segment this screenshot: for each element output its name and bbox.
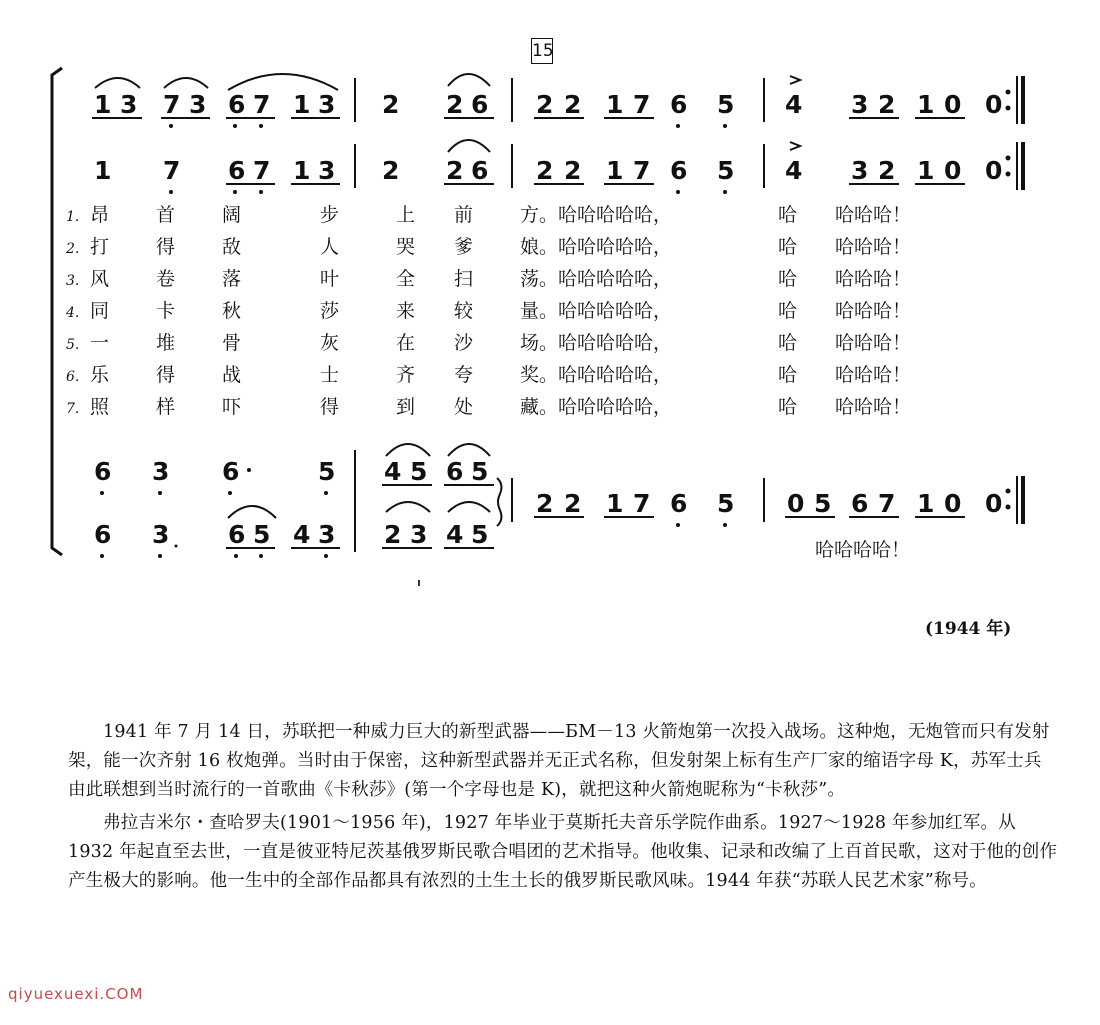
note: 2	[564, 90, 582, 119]
row-2-notes	[94, 156, 1002, 185]
note: 3	[851, 156, 869, 185]
site-watermark: qiyuexuexi.COM	[8, 985, 144, 1003]
note: 2	[446, 156, 464, 185]
note: 6	[471, 90, 489, 119]
note: 5	[471, 520, 489, 549]
note: 5	[318, 457, 336, 486]
note: 1	[917, 90, 935, 119]
note: 0	[985, 156, 1003, 185]
note: 4	[446, 520, 464, 549]
system-bracket	[52, 68, 62, 555]
note: 6	[446, 457, 464, 486]
note: 0	[944, 90, 962, 119]
note: 2	[446, 90, 464, 119]
note: 4	[293, 520, 311, 549]
note: 7	[633, 156, 651, 185]
note: 7	[878, 489, 896, 518]
note: 1	[293, 90, 311, 119]
description-text	[68, 718, 1058, 896]
note: 0	[944, 156, 962, 185]
scan-specks	[73, 580, 786, 600]
note: 3	[120, 90, 138, 119]
note: 1	[606, 489, 624, 518]
note: 7	[633, 90, 651, 119]
note: 6	[670, 90, 688, 119]
verse-number: 7.	[66, 401, 80, 417]
lyric-line-5: 5. 一 堆 骨 灰 在 沙 场。哈哈哈哈哈， 哈 哈哈哈！	[66, 331, 911, 357]
note: 3	[410, 520, 428, 549]
note: 3	[318, 156, 336, 185]
note: 0	[985, 489, 1003, 518]
note: 6	[94, 457, 112, 486]
note: 2	[564, 156, 582, 185]
lyric-line-7: 7. 照 样 吓 得 到 处 藏。哈哈哈哈哈， 哈 哈哈哈！	[66, 395, 911, 421]
row-3-notes	[94, 457, 488, 486]
verse-number: 5.	[66, 337, 80, 353]
row-4-notes	[94, 520, 488, 549]
note: 1	[606, 156, 624, 185]
note: 2	[382, 156, 400, 185]
note: 1	[293, 156, 311, 185]
note: 1	[917, 489, 935, 518]
note: 5	[471, 457, 489, 486]
note: 2	[536, 489, 554, 518]
note: 3	[318, 90, 336, 119]
note: 0	[944, 489, 962, 518]
note: 2	[382, 90, 400, 119]
note: 6	[228, 520, 246, 549]
paragraph-1: 1941 年 7 月 14 日，苏联把一种威力巨大的新型武器——БМ－13 火箭炮第一次投入战场。这种炮，无炮管而只有发射架，能一次齐射 16 枚炮弹。当时由于保密，这种新型武器并无正式名称，但发射架上标有生产厂家的缩语字母 K，苏军士兵由此联想到当时流行的一首歌曲《卡秋莎》(第一个字母也是 K)，就把这种火箭炮昵称为“卡秋莎”。	[68, 722, 1050, 800]
note: 2	[878, 90, 896, 119]
note: 2	[564, 489, 582, 518]
note: 7	[633, 489, 651, 518]
note: 1	[94, 90, 112, 119]
note: 7	[253, 90, 271, 119]
note: 1	[917, 156, 935, 185]
note: 2	[384, 520, 402, 549]
row-2-marks	[226, 140, 1023, 190]
note: 6	[228, 90, 246, 119]
note: 5	[253, 520, 271, 549]
note: 7	[253, 156, 271, 185]
note: 6	[228, 156, 246, 185]
note: 5	[717, 90, 735, 119]
note: 2	[536, 90, 554, 119]
lyric-line-6: 6. 乐 得 战 士 齐 夸 奖。哈哈哈哈哈， 哈 哈哈哈！	[66, 363, 911, 389]
paragraph-2: 弗拉吉米尔・查哈罗夫(1901～1956 年)，1927 年毕业于莫斯托夫音乐学院作曲系。1927～1928 年参加红军。从 1932 年起直至去世，一直是彼亚特尼茨基俄罗斯民歌合唱团的艺术指导。他收集、记录和改编了上百首民歌，这对于他的创作产生极大的影响。他一生中的全部作品都具有浓烈的土生土长的俄罗斯民歌风味。1944 年获“苏联人民艺术家”称号。	[68, 813, 1058, 891]
measure-number: 15	[532, 41, 554, 61]
note: 5	[814, 489, 832, 518]
note: 3	[851, 90, 869, 119]
row-1-notes	[94, 90, 1002, 119]
note: 5	[717, 156, 735, 185]
note: 7	[163, 90, 181, 119]
note: 6	[670, 156, 688, 185]
note: 4	[785, 156, 803, 185]
verse-number: 6.	[66, 369, 80, 385]
verse-number: 1.	[66, 209, 80, 225]
note: 3	[318, 520, 336, 549]
note: 4	[384, 457, 402, 486]
note: 2	[878, 156, 896, 185]
note: 4	[785, 90, 803, 119]
note: 0	[985, 90, 1003, 119]
note: 1	[94, 156, 112, 185]
note: 7	[163, 156, 181, 185]
lyric-line-3: 3. 风 卷 落 叶 全 扫 荡。哈哈哈哈哈， 哈 哈哈哈！	[66, 267, 911, 293]
note: 3	[152, 457, 170, 486]
bottom-lyric: 哈哈哈哈！	[815, 539, 911, 561]
note: 3	[189, 90, 207, 119]
note: 6	[851, 489, 869, 518]
row-mid-notes	[536, 489, 1002, 518]
note: 0	[787, 489, 805, 518]
composition-year: (1944 年)	[925, 619, 1012, 639]
note: 3	[152, 520, 170, 549]
verse-number: 2.	[66, 241, 80, 257]
verse-number: 3.	[66, 273, 80, 289]
note: 2	[536, 156, 554, 185]
lyric-line-4: 4. 同 卡 秋 莎 来 较 量。哈哈哈哈哈， 哈 哈哈哈！	[66, 299, 911, 325]
verse-number: 4.	[66, 305, 80, 321]
note: 6	[471, 156, 489, 185]
lyric-line-1: 1. 昂 首 阔 步 上 前 方。哈哈哈哈哈， 哈 哈哈哈！	[66, 203, 911, 229]
note: 1	[606, 90, 624, 119]
row-3-dots	[100, 468, 328, 495]
note: 5	[717, 489, 735, 518]
note: 6	[670, 489, 688, 518]
note: 6	[222, 457, 240, 486]
lyric-line-2: 2. 打 得 敌 人 哭 爹 娘。哈哈哈哈哈， 哈 哈哈哈！	[66, 235, 911, 261]
note: 5	[410, 457, 428, 486]
note: 6	[94, 520, 112, 549]
